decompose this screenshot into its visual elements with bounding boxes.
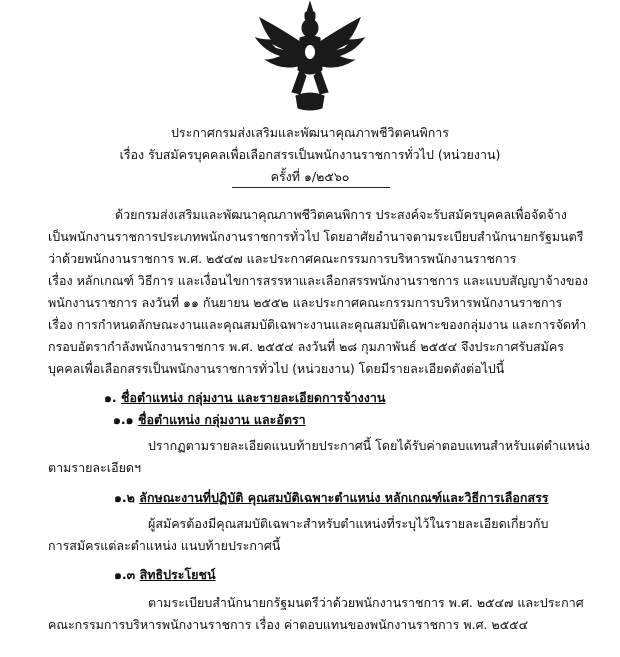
garuda-emblem-icon	[252, 0, 368, 112]
intro-line: ว่าด้วยพนักงานราชการ พ.ศ. ๒๕๔๗ และประกาศคณะกรรมการบริหารพนักงานราชการ	[48, 251, 517, 266]
subsection-body-line: ปรากฏตามรายละเอียดแนบท้ายประกาศนี้ โดยได้รับค่าตอบแทนสำหรับแต่ตำแหน่ง	[148, 438, 590, 453]
subsection-title: สิทธิประโยชน์	[139, 567, 216, 582]
announcement-title: ประกาศกรมส่งเสริมและพัฒนาคุณภาพชีวิตคนพิการ	[170, 125, 450, 140]
announcement-subject: เรื่อง รับสมัครบุคคลเพื่อเลือกสรรเป็นพนักงานราชการทั่วไป (หน่วยงาน)	[119, 147, 501, 162]
subsection-body-line: คณะกรรมการบริหารพนักงานราชการ เรื่อง ค่าตอบแทนของพนักงานราชการ พ.ศ. ๒๕๕๔	[48, 617, 529, 632]
subsection-title: ชื่อตำแหน่ง กลุ่มงาน และอัตรา	[137, 412, 306, 427]
intro-line: เป็นพนักงานราชการประเภทพนักงานราชการทั่วไป โดยอาศัยอำนาจตามระเบียบสำนักนายกรัฐมนตรี	[48, 229, 584, 244]
section-heading	[104, 388, 385, 408]
subsection-title: ลักษณะงานที่ปฏิบัติ คุณสมบัติเฉพาะตำแหน่ง หลักเกณฑ์และวิธีการเลือกสรร	[139, 490, 549, 505]
subsection-body-line: ตามระเบียบสำนักนายกรัฐมนตรีว่าด้วยพนักงานราชการ พ.ศ. ๒๕๔๗ และประกาศ	[148, 595, 584, 610]
subsection-number: ๑.๒	[114, 490, 135, 505]
section-title: ชื่อตำแหน่ง กลุ่มงาน และรายละเอียดการจ้างงาน	[121, 390, 386, 405]
subsection-heading	[114, 488, 549, 508]
intro-line: บุคคลเพื่อเลือกสรรเป็นพนักงานราชการทั่วไป (หน่วยงาน) โดยมีรายละเอียดดังต่อไปนี้	[48, 361, 505, 376]
subsection-heading	[113, 410, 306, 430]
subsection-body-line: ตามรายละเอียดฯ	[48, 460, 142, 475]
intro-line: กรอบอัตรากำลังพนักงานราชการ พ.ศ. ๒๕๕๔ ลงวันที่ ๒๘ กุมภาพันธ์ ๒๕๕๔ จึงประกาศรับสมัคร	[48, 339, 564, 354]
section-number: ๑.	[104, 390, 117, 405]
intro-line: เรื่อง หลักเกณฑ์ วิธีการ และเงื่อนไขการสรรหาและเลือกสรรพนักงานราชการ และแบบสัญญาจ้างของ	[48, 273, 588, 288]
intro-line: ด้วยกรมส่งเสริมและพัฒนาคุณภาพชีวิตคนพิการ ประสงค์จะรับสมัครบุคคลเพื่อจัดจ้าง	[115, 207, 567, 222]
announcement-round: ครั้งที่ ๑/๒๕๖๐	[270, 169, 350, 184]
subsection-number: ๑.๑	[113, 412, 134, 427]
intro-line: เรื่อง การกำหนดลักษณะงานและคุณสมบัติเฉพาะงานและคุณสมบัติเฉพาะของกลุ่มงาน และการจัดทำ	[48, 317, 587, 332]
title-divider	[232, 187, 390, 188]
intro-line: พนักงานราชการ ลงวันที่ ๑๑ กันยายน ๒๕๕๒ และประกาศคณะกรรมการบริหารพนักงานราชการ	[48, 295, 563, 310]
subsection-body-line: การสมัครแต่ละตำแหน่ง แนบท้ายประกาศนี้	[48, 538, 281, 553]
subsection-heading	[114, 565, 216, 585]
subsection-body-line: ผู้สมัครต้องมีคุณสมบัติเฉพาะสำหรับตำแหน่งที่ระบุไว้ในรายละเอียดเกี่ยวกับ	[148, 516, 549, 531]
subsection-number: ๑.๓	[114, 567, 136, 582]
